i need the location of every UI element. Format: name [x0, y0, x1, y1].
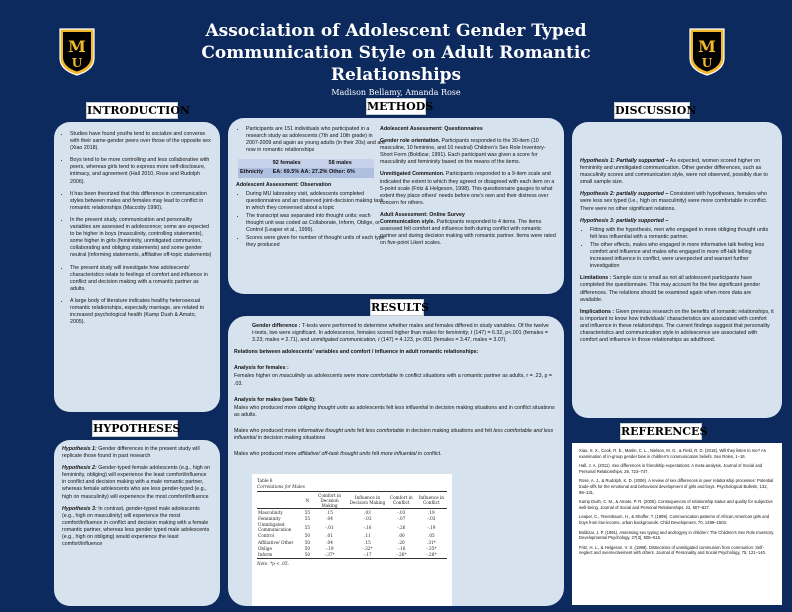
table-cell: -.26* [416, 551, 447, 558]
gender-role-paragraph [380, 138, 556, 166]
result-text: in decision making situations and felt [404, 427, 494, 434]
result-text: masculinity [279, 373, 306, 380]
result-text: (147) = 4.123, p<.001 (females = 3.47, males = 3.07). [379, 337, 507, 344]
table-6-grid [257, 491, 447, 559]
mizzou-logo-left [58, 28, 96, 76]
males-paragraph-1 [234, 405, 558, 419]
table-cell: .31* [426, 539, 436, 545]
table-cell: -.19 [427, 524, 436, 530]
table-6-title: Table 6 [257, 478, 273, 483]
table-cell: 50 [304, 539, 311, 545]
hypothesis-text: Gender differences in the present study will replicate those found in past research [62, 446, 200, 460]
intro-item: • Studies have found youths tend to socialize and converse with their same-gender peers over those of the opposite sex (Xiao 2018). [70, 131, 212, 152]
method-text: Participants responded to a 9-item scale and indicated the extent to which they agreed or disagreed with each item on a 5-point scale (Fritz & Helgeson, 1998). This questionnaire gauges to what extent they place others' needs before one's own and their distress over concern for others. [380, 171, 555, 206]
table-cell: -.32* [362, 545, 373, 551]
result-text: Males who produced more [234, 451, 298, 458]
table-cell: .20 [398, 539, 405, 545]
section-header-references: REFERENCES [621, 425, 708, 438]
method-label: Unmitigated Communion. [380, 171, 445, 178]
result-text: Males who produced more [234, 427, 298, 434]
hypothesis-1 [62, 446, 212, 460]
reference-item: Kamp Dush, C. M., & Amato, P. R. (2005). Consequences of relationship status and quality for subjective well-being. Journal of Social and Personal Relationships, 22, 607–627. [579, 499, 773, 510]
discussion-label: Hypothesis 2: partially supported – [580, 191, 669, 198]
mizzou-logo-right [688, 28, 726, 76]
table-6-note: Note. *p < .05. [257, 560, 289, 566]
hypothesis-label: Hypothesis 3: [62, 505, 97, 512]
table-cell: 55 [304, 515, 311, 521]
methods-right-column [380, 126, 556, 252]
demographics-table [238, 159, 374, 177]
table-cell: -.37* [311, 551, 348, 558]
section-header-methods: METHODS [367, 100, 434, 113]
introduction-list [60, 131, 212, 326]
intro-item: • A large body of literature indicates healthy heterosexual romantic relationships, especially marriage, are related to increased psychological health (Kamp Dush & Amato, 2005). [70, 298, 212, 326]
reference-item: Xiao, S. X., Cook, R. E., Martin, C. L., Nielson, M. G., & Field, R. D. (2018). Will they listen to me? An examination of in-group gender bias in children's communication beliefs. Sex Roles, 1–16. [579, 448, 767, 459]
discussion-limitations [580, 275, 774, 303]
demo-cell: 58 males [327, 159, 374, 168]
svg-text:M: M [68, 37, 86, 56]
table-cell: -.16 [363, 524, 372, 530]
table-header [257, 492, 304, 509]
observation-item: • The transcript was separated into thought units; each thought unit was coded as Collaborate, Inform, Oblige, or Control (Leaper et al., 1999). [246, 213, 386, 234]
introduction-panel [54, 122, 220, 412]
reference-item: Fritz, H. L., & Helgeson, V. S. (1998). Distinctions of unmitigated communion from communion: Self-neglect and overinvolvement with others. Journal of Personality and Social Psychology, 75, 121–140. [579, 544, 767, 556]
discussion-h3-label: Hypothesis 3: partially supported – [580, 217, 669, 224]
demo-cell [238, 159, 271, 168]
reference-item: Leaper, C., Tenenbaum, H., & Shaffer, T. (1999). Communication patterns of African American girls and boys from low-income, urban backgrounds. Child Development, 70, 1489–1503. [579, 514, 770, 525]
discussion-h3-item: • Fitting with the hypothesis, men who engaged in more obliging thought units felt less influential with a romantic partner. [590, 227, 774, 241]
observation-item: • During MU laboratory visit, adolescents completed questionnaires and an observed joint-decision making task in which they conversed about a topic [246, 191, 386, 212]
intro-item: • In the present study, communication and personality variables are assessed in adolescence; some are expected to be higher in boys (masculinity, controlling statements), some higher in girls (femininity, unmitigated communion, collaborating and obliging statements) and some gender neutral (informing statements, affiliative off-topic statements) [70, 217, 212, 260]
hypothesis-2 [62, 465, 212, 500]
table-cell: 55 [304, 509, 311, 515]
table-cell: .04 [326, 539, 333, 545]
intro-item: • Boys tend to be more controlling and less collaborative with peers, whereas girls tend to express more self-disclosure, intimacy, and agreement (Hall 2010, Rose and Rudolph 2006). [70, 157, 212, 185]
table-row [257, 551, 447, 558]
table-cell: -.07 [397, 515, 406, 521]
table-cell: .15 [326, 509, 333, 515]
table-cell: .05 [428, 533, 435, 539]
discussion-text: As expected, women scored higher on femininity and unmitigated communication. Other gender differences, such as masculinity scores and communication style, were not observed, possibly due to small sample size. [580, 158, 768, 186]
table-cell: Oblige [258, 545, 272, 551]
table-cell: Control [258, 533, 274, 539]
result-label: Gender difference : [252, 323, 301, 329]
table-header: Influence in Decision Making [348, 492, 387, 509]
table-cell: Masculinity [258, 509, 283, 515]
table-cell: -.03 [397, 509, 406, 515]
table-cell: -.26 [397, 524, 406, 530]
hypothesis-3 [62, 506, 212, 549]
observation-title: Adolescent Assessment: Observation [236, 181, 332, 188]
poster-title: Association of Adolescent Gender Typed Communication Style on Adult Romantic Relationships [201, 21, 591, 85]
discussion-label: Implications : [580, 308, 615, 315]
observation-list [236, 191, 386, 250]
reference-item: Boldizar, J. P. (1991). Assessing sex typing and androgyny in children: The Children's Sex Role Inventory. Developmental Psychology, 27(3), 505–515. [579, 529, 775, 541]
method-text: Participants responded to 4 items. The items assessed felt comfort and influence both during conflict with romantic partner and during decision making with romantic partner. Items were rated on five-point Likert scales. [380, 219, 556, 247]
result-text: less comfortable [365, 427, 405, 434]
demo-cell: 92 females [271, 159, 327, 168]
intro-item: • The present study will investigate how adolescents' characteristics relate to feelings of comfort and influence in conflict and decision making with a romantic partner as adults. [70, 265, 212, 293]
table-row [257, 509, 447, 516]
hypothesis-text: Gender-typed female adolescents (e.g., high on femininity, obliging) will experience the least comfort/influence in conflict and decision making with a male romantic partner, whereas female adolescents who are less gender-typed (e.g., high on masculinity) will experience the most comfort/influence [62, 465, 211, 500]
questionnaires-title: Adolescent Assessment: Questionnaires [380, 126, 483, 132]
table-cell: -.17 [348, 551, 387, 558]
mu-shield-icon [688, 28, 726, 76]
table-cell: 55 [304, 524, 311, 530]
result-text: T-tests were performed to determine whether males and females differed in study variables. Of the twelve t-tests, two were significant. In adolescence, females scored higher than males for [252, 323, 549, 337]
method-text: Participants responded to the 30-item (10 masculine, 10 feminine, and 10 neutral) Children's Sex Role Inventory- Short Form (Boldizar, 1991). Each participant was given a score for masculinity and femininity based on the means of the items. [380, 138, 546, 166]
svg-text:M: M [698, 37, 716, 56]
result-text: informative thought units [297, 427, 356, 434]
result-text: in conflict. [416, 451, 442, 458]
discussion-panel [572, 122, 782, 418]
table-cell: Inform [257, 551, 304, 558]
discussion-h3-list [580, 227, 774, 271]
table-row [257, 522, 447, 533]
table-cell: -.01 [325, 524, 334, 530]
participants-item: • Participants are 151 individuals who participated in a research study as adolescents (7th and 10th grade) in 2007-2009 and again as young adults (in their 20s) and are now in romantic relationships [246, 126, 386, 154]
table-cell: .00 [398, 533, 405, 539]
discussion-h1 [580, 158, 774, 186]
section-header-discussion: DISCUSSION [615, 104, 697, 117]
males-paragraph-3 [234, 451, 558, 458]
method-label: Gender role orientation. [380, 138, 441, 145]
table-cell: 50 [304, 551, 311, 557]
result-text: unmitigated communication, t [310, 337, 380, 344]
table-cell: -.35* [426, 545, 437, 551]
females-paragraph [234, 373, 558, 387]
females-heading: Analysis for females : [234, 365, 289, 372]
table-cell: -.03 [363, 515, 372, 521]
discussion-text: Consistent with hypotheses, females who were less sex typed (i.e., high on masculinity) were more comfortable in conflict. There were no other significant relations. [580, 191, 768, 212]
table-cell: 50 [304, 533, 311, 539]
reference-item: Hall, J. A. (2011). Sex differences in friendship expectations: A meta-analysis. Journal of Social and Personal Relationships, 28, 723–747. [579, 463, 763, 474]
title-block [150, 20, 642, 97]
table-6-subtitle: Correlations for Males [257, 484, 305, 489]
table-cell: .04 [326, 515, 333, 521]
table-cell: 50 [304, 545, 311, 551]
table-cell: -.26* [387, 551, 416, 558]
poster-authors: Madison Bellamy, Amanda Rose [331, 88, 461, 97]
section-header-introduction: INTRODUCTION [87, 104, 190, 117]
hypotheses-panel [54, 440, 220, 606]
result-text: less influential [394, 404, 429, 411]
discussion-text: Given previous research on the benefits of romantic relationships, it is important to know how individuals' characteristics are associated with comfort and influence in these relationships. The current findings suggest that personality characteristics and communication style in adolescence are associated with comfort and influence in those relationships as adulthood. [580, 308, 774, 344]
intro-item: • It has been theorized that this difference in communication styles between males and females may lead to conflict in romantic relationships (Maccoby 1990). [70, 191, 212, 212]
discussion-label: Limitations : [580, 275, 612, 282]
result-text: more comfortable [356, 373, 398, 380]
table-cell: Affiliative/ Other [258, 539, 294, 545]
table-cell: -.03 [427, 515, 436, 521]
result-text: more influential [380, 451, 417, 458]
reference-item: Rose, A. J., & Rudolph, K. D. (2006). A review of sex differences in peer relationship processes: Potential trade-offs for the emotional and behavioral development of girls and boys. Psychological Bulletin, 132, 98–131. [579, 478, 774, 495]
result-text: felt [355, 427, 366, 434]
table-cell: .03 [364, 509, 371, 515]
hypothesis-label: Hypothesis 1: [62, 446, 97, 452]
result-text: (147) = 6.32, p<.001 (females = 3.23; males = 2.71), and [252, 330, 548, 344]
result-text: in conflict situations with a romantic partner as adults, r = .23, p = .03. [234, 373, 552, 387]
result-text: in decision making situations [256, 435, 326, 442]
table-cell: .01 [326, 533, 333, 539]
table-cell: -.19 [325, 545, 334, 551]
result-text: obliging thought units [297, 404, 348, 411]
table-header: Comfort in Decision Making [311, 492, 348, 509]
section-header-results: RESULTS [371, 301, 430, 314]
males-paragraph-2 [234, 428, 558, 442]
methods-panel [228, 118, 564, 294]
demo-cell: EA: 69.5% AA: 27.2% Other: 6% [271, 168, 374, 177]
hypothesis-text: In contrast, gender-typed male adolescents (e.g., high on masculinity) will experience the most comfort/influence in conflict and decision making with a female romantic partner, whereas less gender typed male adolescents (e.g., high on obliging) would experience the least comfort/influence [62, 505, 210, 548]
result-text: as adolescents were [305, 373, 357, 380]
table-header: N [304, 492, 311, 509]
observation-item: • Scores were given for number of thought units of each type they produced [246, 235, 386, 249]
participants-list [236, 126, 386, 154]
table-cell: .15 [364, 539, 371, 545]
discussion-implications [580, 309, 774, 344]
method-label: Communication style. [380, 219, 436, 226]
relations-heading: Relations between adolescents' variables and comfort / influence in adult romantic relationships: [234, 349, 479, 356]
discussion-text: Sample size is small as not all adolescent participants have completed the questionnaire. This may account for the few significant gender differences. The relations should be examined again when more data are available. [580, 275, 761, 303]
methods-left-column [236, 126, 386, 250]
section-header-hypotheses: HYPOTHESES [93, 422, 181, 435]
table-cell: .11 [364, 533, 371, 539]
table-6 [252, 474, 452, 606]
males-heading: Analysis for males (see Table 6): [234, 396, 316, 403]
svg-text:U: U [71, 56, 83, 70]
svg-text:U: U [701, 56, 713, 70]
result-text: Females higher on [234, 373, 280, 380]
table-header: Comfort in Conflict [387, 492, 416, 509]
result-text: affiliative/ off-task thought units [297, 451, 371, 458]
hypothesis-label: Hypothesis 2: [62, 465, 97, 472]
unmitigated-communion-paragraph [380, 171, 556, 206]
result-text: as adolescents felt [347, 404, 395, 411]
mu-shield-icon [58, 28, 96, 76]
demo-cell: Ethnicity [238, 168, 271, 177]
discussion-h2 [580, 191, 774, 212]
table-cell: Unmitigated Communication [258, 522, 292, 533]
table-cell: Femininity [258, 515, 281, 521]
result-text: femininity, t [445, 330, 473, 337]
references-panel [572, 443, 782, 605]
table-cell: -.16 [397, 545, 406, 551]
table-header: Influence in Conflict [416, 492, 447, 509]
communication-style-paragraph [380, 219, 556, 247]
discussion-label: Hypothesis 1: Partially supported – [580, 158, 669, 164]
result-text: Males who produced more [234, 404, 298, 411]
adult-assessment-title: Adult Assessment: Online Survey [380, 211, 465, 218]
result-text: in decision making situations and in conflict situations as adults. [234, 404, 555, 418]
table-cell: .19 [428, 509, 435, 515]
result-text: felt [370, 451, 381, 458]
discussion-h3-item: • The other effects, males who engaged in more informative talk feeling less comfort and influence and males who engaged in more off-talk felling increased influence in conflict, were unexpected and warrant further investigation [590, 242, 774, 270]
gender-difference-paragraph [234, 323, 558, 344]
result-text: less comfortable and less influential [234, 427, 554, 442]
